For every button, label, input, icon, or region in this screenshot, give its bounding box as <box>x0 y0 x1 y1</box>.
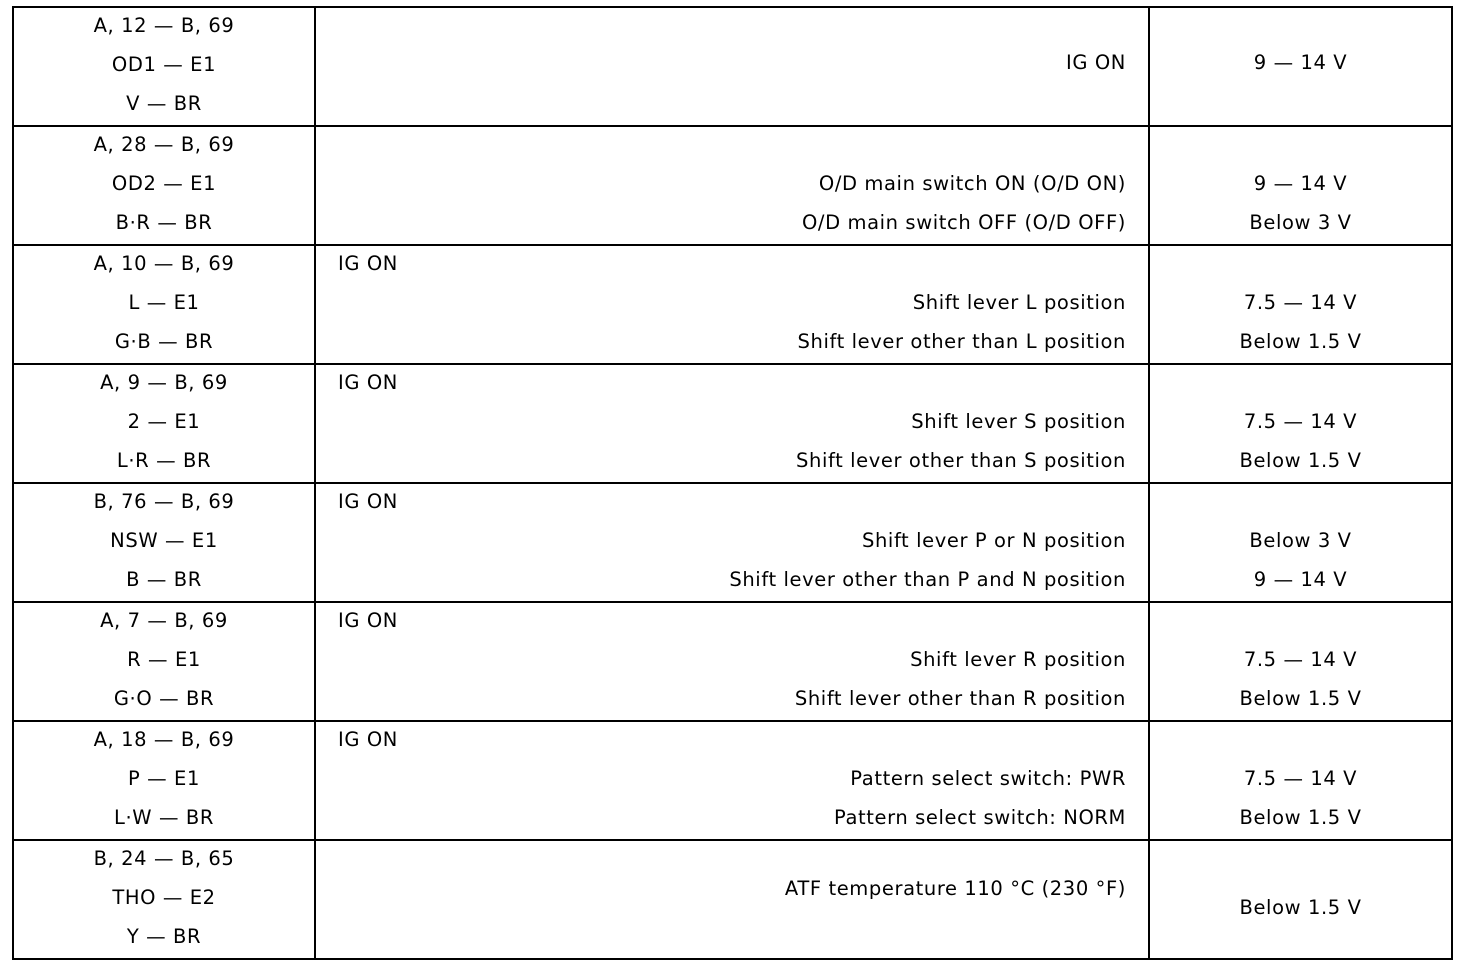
standard-value: Below 1.5 V <box>1239 449 1362 472</box>
standard-value: Below 3 V <box>1249 529 1352 552</box>
standard-value-cell <box>1149 721 1452 840</box>
standard-value: 7.5 — 14 V <box>1243 648 1358 671</box>
terminal-cell <box>13 840 315 959</box>
condition-cell <box>315 483 1149 602</box>
condition-label: Shift lever other than L position <box>797 330 1126 353</box>
condition-label: Shift lever P or N position <box>861 529 1126 552</box>
condition-label: Shift lever other than S position <box>796 449 1126 472</box>
condition-label: Pattern select switch: PWR <box>850 767 1126 790</box>
terminal-label: OD2 — E1 <box>111 172 217 195</box>
terminal-cell <box>13 721 315 840</box>
terminal-label: R — E1 <box>127 648 201 671</box>
condition-header: IG ON <box>338 252 398 275</box>
condition-header: IG ON <box>338 609 398 632</box>
terminal-label: A, 7 — B, 69 <box>100 609 228 632</box>
condition-cell <box>315 7 1149 126</box>
standard-value: 9 — 14 V <box>1253 51 1348 74</box>
condition-label: Shift lever S position <box>911 410 1126 433</box>
condition-label: Shift lever other than P and N position <box>729 568 1126 591</box>
condition-header: IG ON <box>338 371 398 394</box>
table-row <box>13 721 1452 840</box>
standard-value: Below 1.5 V <box>1239 806 1362 829</box>
table-row <box>13 364 1452 483</box>
standard-value-cell <box>1149 364 1452 483</box>
terminal-label: A, 9 — B, 69 <box>100 371 228 394</box>
condition-cell <box>315 721 1149 840</box>
condition-cell <box>315 840 1149 959</box>
terminal-label: L·R — BR <box>116 449 212 472</box>
terminal-cell <box>13 245 315 364</box>
condition-cell <box>315 126 1149 245</box>
condition-label: Pattern select switch: NORM <box>833 806 1126 829</box>
terminal-label: V — BR <box>126 92 202 115</box>
standard-value: Below 3 V <box>1249 211 1352 234</box>
condition-header: IG ON <box>338 490 398 513</box>
terminal-label: L·W — BR <box>114 806 214 829</box>
table-row <box>13 126 1452 245</box>
terminal-label: Y — BR <box>126 925 202 948</box>
standard-value-cell <box>1149 7 1452 126</box>
terminal-label: A, 28 — B, 69 <box>93 133 235 156</box>
table-row <box>13 483 1452 602</box>
terminal-cell <box>13 483 315 602</box>
terminal-label: B·R — BR <box>115 211 213 234</box>
terminal-label: A, 10 — B, 69 <box>93 252 235 275</box>
standard-value: 7.5 — 14 V <box>1243 410 1358 433</box>
terminal-voltage-table-sheet <box>12 6 1451 960</box>
terminal-label: 2 — E1 <box>127 410 201 433</box>
condition-label: Shift lever L position <box>912 291 1126 314</box>
standard-value-cell <box>1149 483 1452 602</box>
terminal-label: A, 18 — B, 69 <box>93 728 235 751</box>
condition-label: O/D main switch ON (O/D ON) <box>818 172 1126 195</box>
terminal-label: B, 24 — B, 65 <box>93 847 235 870</box>
table-body <box>13 7 1452 959</box>
standard-value-cell <box>1149 602 1452 721</box>
table-row <box>13 602 1452 721</box>
terminal-label: THO — E2 <box>112 886 216 909</box>
condition-label: Shift lever R position <box>910 648 1126 671</box>
terminal-cell <box>13 126 315 245</box>
terminal-label: B — BR <box>126 568 202 591</box>
terminal-label: P — E1 <box>128 767 200 790</box>
terminal-label: OD1 — E1 <box>111 53 217 76</box>
standard-value: Below 1.5 V <box>1239 687 1362 710</box>
standard-value-cell <box>1149 245 1452 364</box>
condition-label: IG ON <box>1066 51 1126 74</box>
condition-cell <box>315 602 1149 721</box>
condition-header: IG ON <box>338 728 398 751</box>
terminal-label: B, 76 — B, 69 <box>93 490 235 513</box>
terminal-voltage-table <box>12 6 1453 960</box>
table-row <box>13 245 1452 364</box>
standard-value: 9 — 14 V <box>1253 172 1348 195</box>
terminal-label: NSW — E1 <box>110 529 218 552</box>
standard-value: Below 1.5 V <box>1239 330 1362 353</box>
condition-label: Shift lever other than R position <box>794 687 1126 710</box>
terminal-cell <box>13 364 315 483</box>
terminal-label: L — E1 <box>128 291 200 314</box>
standard-value-cell <box>1149 126 1452 245</box>
condition-cell <box>315 364 1149 483</box>
terminal-label: A, 12 — B, 69 <box>93 14 235 37</box>
table-row <box>13 7 1452 126</box>
terminal-cell <box>13 7 315 126</box>
standard-value: 7.5 — 14 V <box>1243 291 1358 314</box>
standard-value: 9 — 14 V <box>1253 568 1348 591</box>
condition-label: O/D main switch OFF (O/D OFF) <box>801 211 1126 234</box>
standard-value: 7.5 — 14 V <box>1243 767 1358 790</box>
terminal-label: G·B — BR <box>114 330 214 353</box>
standard-value: Below 1.5 V <box>1239 896 1362 919</box>
terminal-cell <box>13 602 315 721</box>
standard-value-cell <box>1149 840 1452 959</box>
table-row <box>13 840 1452 959</box>
terminal-label: G·O — BR <box>113 687 215 710</box>
condition-cell <box>315 245 1149 364</box>
condition-label: ATF temperature 110 °C (230 °F) <box>784 877 1126 900</box>
